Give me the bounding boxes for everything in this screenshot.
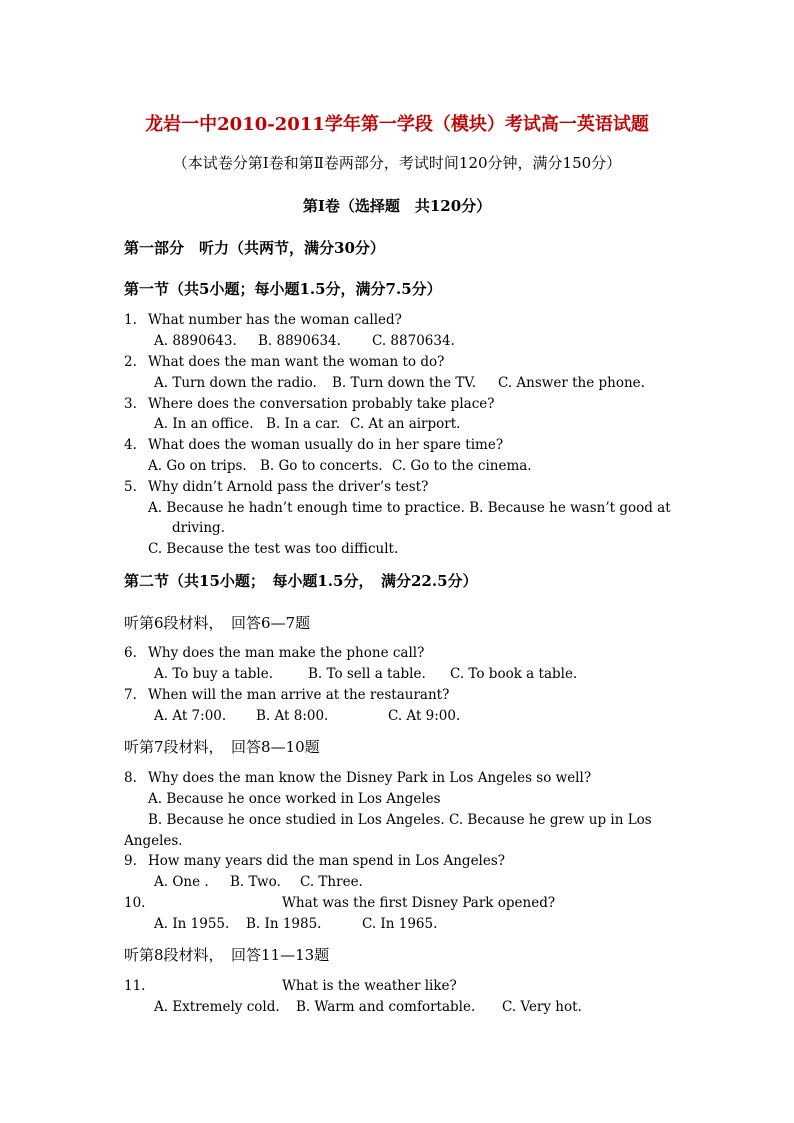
question-number: 1.: [124, 312, 137, 328]
question-number: 7.: [124, 687, 137, 703]
option-a: A. Extremely cold.: [154, 999, 280, 1015]
question-text: How many years did the man spend in Los Angeles?: [148, 853, 506, 869]
question-number: 8.: [124, 770, 137, 786]
question-number: 3.: [124, 396, 137, 412]
question-number: 5.: [124, 479, 137, 495]
option-c-continued: Angeles.: [124, 833, 183, 849]
part-heading: 第一部分 听力（共两节，满分30分）: [124, 239, 385, 257]
option-a: A. At 7:00.: [154, 708, 227, 724]
option-b: B. Warm and comfortable.: [296, 999, 476, 1015]
exam-instructions: （本试卷分第Ⅰ卷和第Ⅱ卷两部分，考试时间120分钟，满分150分）: [172, 154, 622, 172]
material-heading: 听第7段材料， 回答8—10题: [124, 738, 320, 756]
question-text: Why didn’t Arnold pass the driver’s test?: [148, 479, 429, 495]
option-a: A. 8890643.: [154, 333, 237, 349]
question-text: What does the woman usually do in her spare time?: [148, 437, 504, 453]
option-a: A. Because he once worked in Los Angeles: [148, 791, 441, 807]
option-b: B. To sell a table.: [308, 666, 426, 682]
option-b: B. At 8:00.: [256, 708, 329, 724]
volume-heading: 第Ⅰ卷（选择题 共120分）: [302, 197, 492, 215]
option-a: A. One .: [154, 874, 209, 890]
question-number: 4.: [124, 437, 137, 453]
question-text: Why does the man make the phone call?: [148, 645, 425, 661]
option-a: A. To buy a table.: [154, 666, 274, 682]
option-c: C. At 9:00.: [388, 708, 461, 724]
option-a-b: A. Because he hadn’t enough time to practice. B. Because he wasn’t good at: [148, 500, 671, 516]
option-a: A. In 1955.: [154, 916, 230, 932]
question-number: 9.: [124, 853, 137, 869]
section-heading: 第二节（共15小题； 每小题1.5分， 满分22.5分）: [124, 572, 478, 590]
option-b: B. Turn down the TV.: [332, 375, 477, 391]
option-c: C. At an airport.: [350, 416, 461, 432]
option-c: C. To book a table.: [450, 666, 578, 682]
page-title: 龙岩一中2010-2011学年第一学段（模块）考试高一英语试题: [145, 114, 649, 135]
material-heading: 听第8段材料， 回答11—13题: [124, 946, 330, 964]
question-text: What was the first Disney Park opened?: [282, 895, 556, 911]
option-b: B. 8890634.: [258, 333, 341, 349]
option-c: C. Three.: [300, 874, 363, 890]
option-c: C. Very hot.: [502, 999, 582, 1015]
option-b-continued: driving.: [172, 520, 225, 536]
option-c: C. Answer the phone.: [498, 375, 645, 391]
option-b: B. Go to concerts.: [260, 458, 383, 474]
option-b-c: B. Because he once studied in Los Angeles. C. Because he grew up in Los: [148, 812, 652, 828]
option-b: B. In 1985.: [246, 916, 322, 932]
question-number: 10.: [124, 895, 146, 911]
question-number: 6.: [124, 645, 137, 661]
option-b: B. In a car.: [266, 416, 341, 432]
question-text: What is the weather like?: [282, 978, 457, 994]
option-c: C. Go to the cinema.: [392, 458, 532, 474]
option-c: C. 8870634.: [372, 333, 455, 349]
option-c: C. In 1965.: [362, 916, 438, 932]
section-heading: 第一节（共5小题；每小题1.5分，满分7.5分）: [124, 280, 442, 298]
question-text: What number has the woman called?: [148, 312, 402, 328]
option-b: B. Two.: [230, 874, 281, 890]
option-a: A. Go on trips.: [148, 458, 247, 474]
question-number: 2.: [124, 354, 137, 370]
question-text: What does the man want the woman to do?: [148, 354, 445, 370]
option-a: A. Turn down the radio.: [154, 375, 317, 391]
question-text: When will the man arrive at the restaurant?: [148, 687, 450, 703]
option-a: A. In an office.: [154, 416, 254, 432]
question-text: Where does the conversation probably take place?: [148, 396, 495, 412]
question-text: Why does the man know the Disney Park in Los Angeles so well?: [148, 770, 592, 786]
question-number: 11.: [124, 978, 146, 994]
option-c: C. Because the test was too difficult.: [148, 541, 399, 557]
material-heading: 听第6段材料， 回答6—7题: [124, 614, 311, 632]
